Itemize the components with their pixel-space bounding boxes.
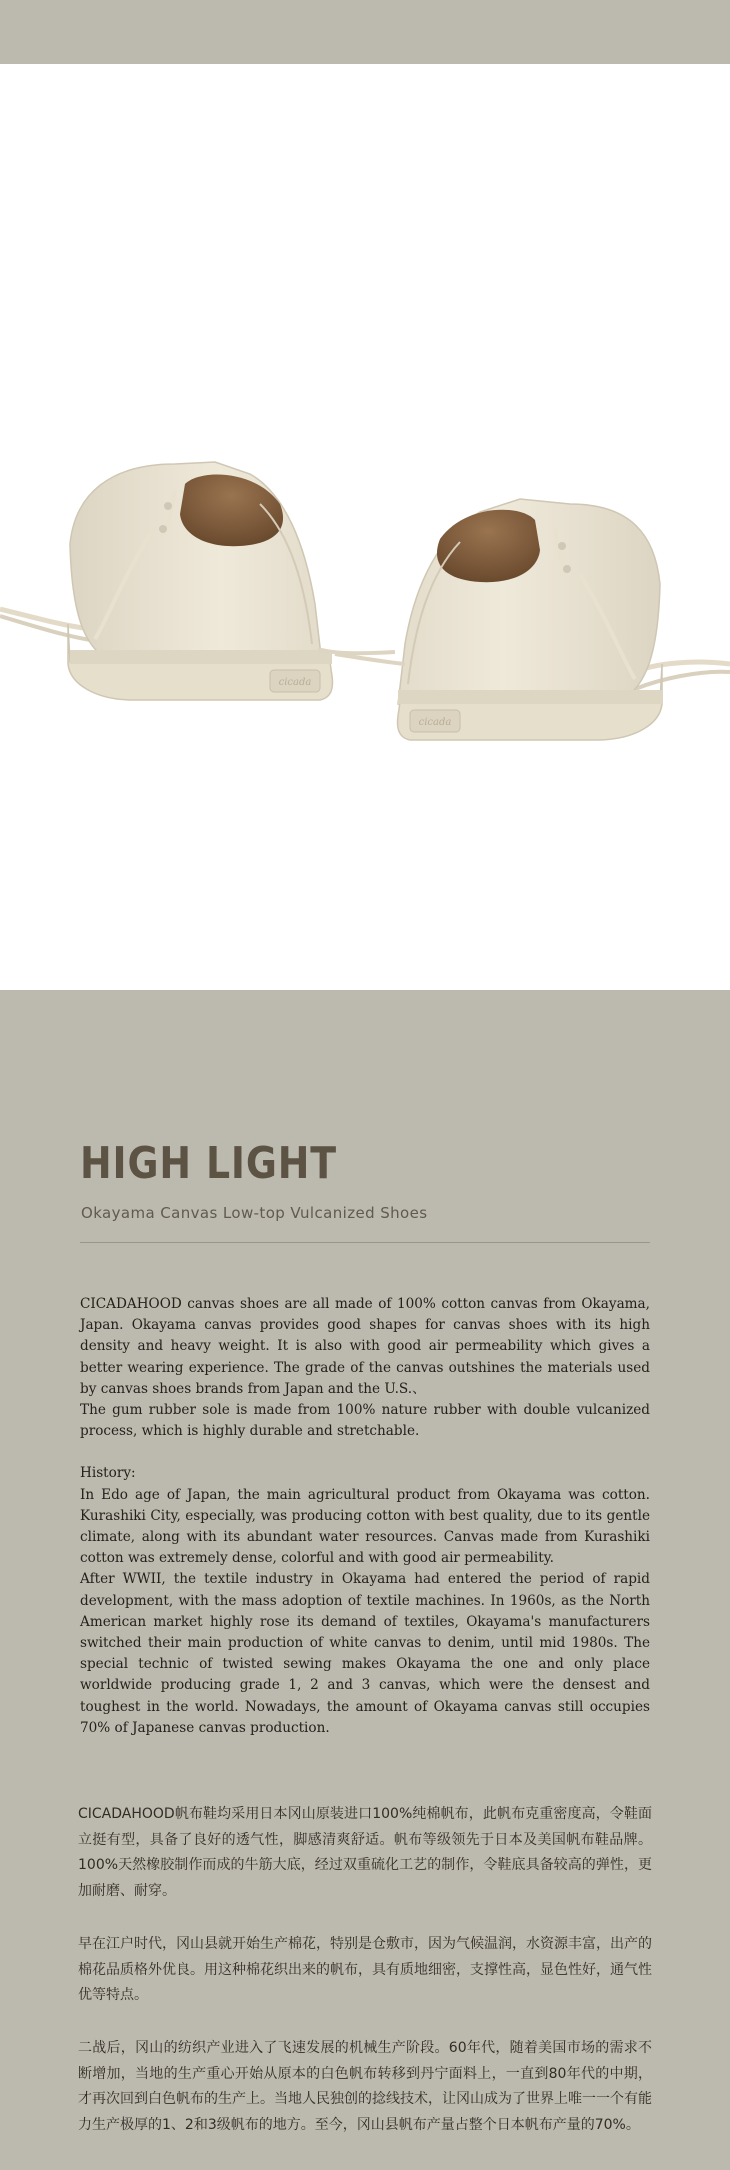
english-paragraph-edo: In Edo age of Japan, the main agricultural product from Okayama was cotton. Kurashiki City, especially, was producing cotton with best quality, due to its gentle climate, along with its abundant water resources. Canvas made from Kurashiki cotton was extremely dense, colorful and with good air permeability. <box>80 1486 650 1567</box>
right-shoe <box>335 499 730 740</box>
chinese-paragraph-edo: 早在江户时代，冈山县就开始生产棉花，特别是仓敷市，因为气候温润，水资源丰富，出产的棉花品质格外优良。用这种棉花织出来的帆布，具有质地细密，支撑性高，显色性好，通气性优等特点。 <box>78 1936 652 2004</box>
english-paragraph-materials: CICADAHOOD canvas shoes are all made of 100% cotton canvas from Okayama, Japan. Okayama canvas provides good shapes for canvas shoes with its high density and heavy weight. It is also with good air permeability which gives a better wearing experience. The grade of the canvas outshines the materials used by canvas shoes brands from Japan and the U.S.、 <box>80 1296 650 1397</box>
left-heel-logo: cicada <box>278 677 312 688</box>
chinese-paragraph-materials: CICADAHOOD帆布鞋均采用日本冈山原装进口100%纯棉帆布，此帆布克重密度高，令鞋面立挺有型，具备了良好的透气性，脚感清爽舒适。帆布等级领先于日本及美国帆布鞋品牌。100%天然橡胶制作而成的牛筋大底，经过双重硫化工艺的制作，令鞋底具备较高的弹性，更加耐磨、耐穿。 <box>78 1806 652 1899</box>
right-heel-logo: cicada <box>418 717 452 728</box>
highlight-subtitle: Okayama Canvas Low-top Vulcanized Shoes <box>81 1204 428 1222</box>
left-shoe <box>0 462 395 700</box>
highlight-section <box>0 990 730 2170</box>
highlight-title: HIGH LIGHT <box>80 1138 337 1189</box>
english-description <box>80 1294 650 1739</box>
sneakers-illustration <box>0 64 730 990</box>
section-divider <box>80 1242 650 1243</box>
english-history-label: History: <box>80 1465 136 1482</box>
english-paragraph-sole: The gum rubber sole is made from 100% nature rubber with double vulcanized process, which is highly durable and stretchable. <box>80 1402 650 1440</box>
product-photo <box>0 64 730 990</box>
top-color-band <box>0 0 730 64</box>
chinese-paragraph-postwar: 二战后，冈山的纺织产业进入了飞速发展的机械生产阶段。60年代，随着美国市场的需求不断增加，当地的生产重心开始从原本的白色帆布转移到丹宁面料上，一直到80年代的中期，才再次回到白色帆布的生产上。当地人民独创的捻线技术，让冈山成为了世界上唯一一个有能力生产极厚的1、2和3级帆布的地方。至今，冈山县帆布产量占整个日本帆布产量的70%。 <box>78 2040 652 2133</box>
english-paragraph-postwar: After WWII, the textile industry in Okayama had entered the period of rapid development, with the mass adoption of textile machines. In 1960s, as the North American market highly rose its demand of textiles, Okayama's manufacturers switched their main production of white canvas to denim, until mid 1980s. The special technic of twisted sewing makes Okayama the one and only place worldwide producing grade 1, 2 and 3 canvas, which were the densest and toughest in the world. Nowadays, the amount of Okayama canvas still occupies 70% of Japanese canvas production. <box>80 1571 650 1736</box>
